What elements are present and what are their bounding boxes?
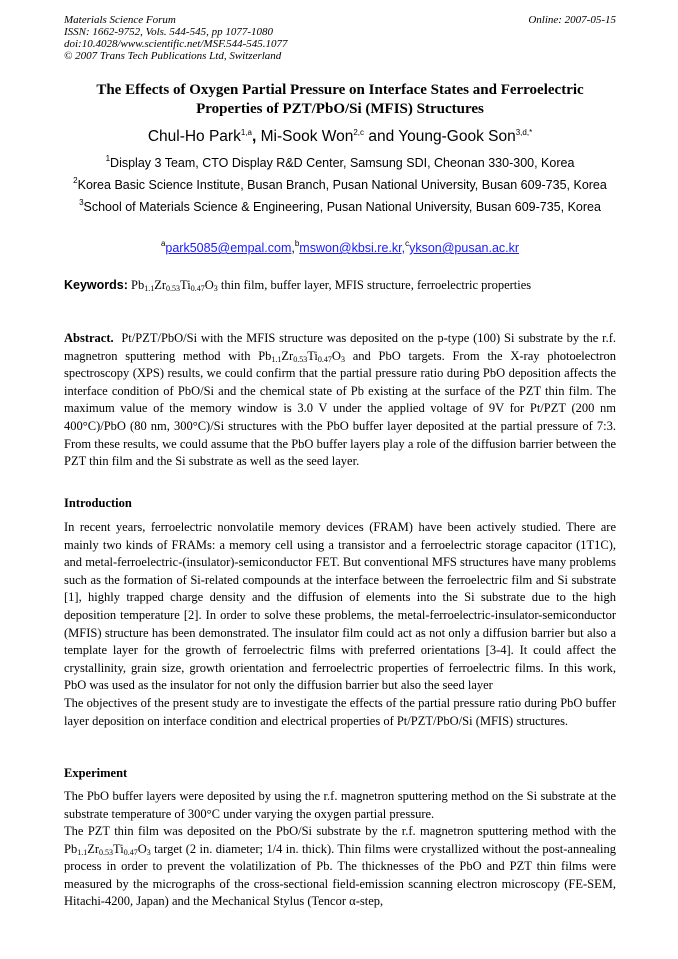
kw-pb: Pb bbox=[131, 278, 145, 292]
exp2-sub-3: 0.47 bbox=[123, 847, 138, 857]
kw-ti-sub: 0.47 bbox=[190, 284, 205, 293]
kw-zr-sub: 0.53 bbox=[166, 284, 181, 293]
kw-pb-sub: 1.1 bbox=[144, 284, 155, 293]
kw-o: O bbox=[204, 278, 214, 292]
keywords-label: Keywords: bbox=[64, 278, 128, 292]
author-1-affil: 1,a bbox=[240, 128, 252, 137]
keywords-rest: thin film, buffer layer, MFIS structure, ferroelectric properties bbox=[217, 278, 532, 292]
author-sep-2: and bbox=[364, 128, 399, 145]
affiliation-2-text: Korea Basic Science Institute, Busan Branch, Pusan National University, Busan 609-735, Korea bbox=[77, 178, 607, 192]
keywords-line bbox=[64, 278, 616, 293]
exp2-sub-1: 1.1 bbox=[77, 847, 88, 857]
kw-zr: Zr bbox=[154, 278, 167, 292]
exp2-text-5: target (2 in. diameter; 1/4 in. thick). Thin films were crystallized without the post-annealing process in order to prevent the volatilization of Pb. The thicknesses of the PbO and PZT thin films were measured by the micrographs of the cross-sectional field-emission scanning electron microscopy (FE-SEM, Hitachi-4200, Japan) and the Mechanical Stylus (Tencor α-step, bbox=[64, 841, 616, 909]
exp2-text-2: Zr bbox=[87, 841, 100, 856]
abstract-text-5: and PbO targets. From the X-ray photoelectron spectroscopy (XPS) results, we could confirm that the partial pressure ratio during PbO deposition affects the interface condition of PbO/Si and the chemical state of Pb existing at the surface of the PZT thin film. The maximum value of the memory window is 3.0 V under the applied voltage of 9V for Pt/PZT (200 nm 400°C)/PbO (80 nm, 300°C)/Si structures with the PbO buffer layer deposited at the partial pressure of 7:3. From these results, we could assume that the PbO buffer layers play a role of the diffusion barrier between the PZT thin film and the Si substrate as well as the seed layer. bbox=[64, 348, 616, 469]
affiliation-1 bbox=[64, 156, 616, 170]
email-list bbox=[64, 241, 616, 255]
abstract-sub-3: 0.47 bbox=[317, 354, 332, 364]
journal-header bbox=[64, 14, 616, 62]
title-line-2: Properties of PZT/PbO/Si (MFIS) Structures bbox=[196, 101, 484, 117]
journal-doi: doi:10.4028/www.scientific.net/MSF.544-545.1077 bbox=[64, 38, 288, 50]
author-3-name: Young-Gook Son bbox=[398, 128, 516, 145]
email-b-sup: b bbox=[294, 239, 300, 248]
experiment-paragraph-2 bbox=[64, 823, 616, 911]
affiliation-3-num: 3 bbox=[79, 198, 84, 207]
abstract-text-3: Ti bbox=[307, 348, 318, 363]
paper-title bbox=[64, 81, 616, 119]
abstract-sub-1: 1.1 bbox=[271, 354, 282, 364]
journal-issn: ISSN: 1662-9752, Vols. 544-545, pp 1077-1080 bbox=[64, 26, 273, 38]
exp2-text-4: O bbox=[137, 841, 147, 856]
email-a-sup: a bbox=[160, 239, 166, 248]
kw-o-sub: 3 bbox=[213, 284, 218, 293]
introduction-paragraph-2: The objectives of the present study are to investigate the effects of the partial pressure ratio during PbO buffer layer deposition on interface condition and electrical properties of Pt/PZT/PbO/Si (MFIS) structures. bbox=[64, 696, 616, 728]
affiliation-2-num: 2 bbox=[73, 176, 78, 185]
author-1-name: Chul-Ho Park bbox=[147, 128, 241, 145]
author-2-affil: 2,c bbox=[353, 128, 365, 137]
journal-name: Materials Science Forum bbox=[64, 14, 176, 26]
abstract-text-1: Pt/PZT/PbO/Si with the MFIS structure was deposited on the p-type (100) Si substrate by the r.f. magnetron sputtering method with Pb bbox=[64, 331, 620, 363]
introduction-heading: Introduction bbox=[64, 496, 132, 510]
exp2-sub-4: 3 bbox=[146, 847, 151, 857]
abstract-text-2: Zr bbox=[281, 348, 294, 363]
affiliation-2 bbox=[64, 178, 616, 192]
email-sep: , bbox=[291, 241, 295, 255]
email-c-sup: c bbox=[405, 239, 410, 248]
kw-ti: Ti bbox=[180, 278, 191, 292]
exp2-text-3: Ti bbox=[113, 841, 124, 856]
author-sep-1: , bbox=[251, 128, 261, 145]
email-link-c[interactable]: ykson@pusan.ac.kr bbox=[409, 241, 520, 255]
email-link-b[interactable]: mswon@kbsi.re.kr, bbox=[299, 241, 406, 255]
abstract-sub-2: 0.53 bbox=[293, 354, 308, 364]
abstract-sub-4: 3 bbox=[340, 354, 345, 364]
exp2-sub-2: 0.53 bbox=[99, 847, 114, 857]
affiliation-1-text: Display 3 Team, CTO Display R&D Center, Samsung SDI, Cheonan 330-300, Korea bbox=[110, 156, 575, 170]
title-line-1: The Effects of Oxygen Partial Pressure on Interface States and Ferroelectric bbox=[96, 82, 584, 98]
affiliation-3 bbox=[64, 200, 616, 214]
abstract-label: Abstract. bbox=[64, 331, 114, 345]
experiment-heading: Experiment bbox=[64, 766, 128, 780]
exp2-text-1: The PZT thin film was deposited on the PbO/Si substrate by the r.f. magnetron sputtering method with the Pb bbox=[64, 824, 616, 856]
online-date: Online: 2007-05-15 bbox=[528, 14, 616, 26]
journal-copyright: © 2007 Trans Tech Publications Ltd, Switzerland bbox=[64, 50, 282, 62]
author-3-affil: 3,d,* bbox=[515, 128, 533, 137]
affiliation-3-text: School of Materials Science & Engineering, Pusan National University, Busan 609-735, Korea bbox=[83, 200, 601, 214]
affiliation-1-num: 1 bbox=[105, 154, 111, 163]
introduction-paragraph-1: In recent years, ferroelectric nonvolatile memory devices (FRAM) have been actively studied. There are mainly two kinds of FRAMs: a memory cell using a transistor and a ferroelectric storage capacitor (1T1C), and metal-ferroelectric-(insulator)-semiconductor FET. But conventional MFS structures have many problems such as the formation of Si-related compounds at the interface between the ferroelectric film and Si substrate [1], highly trapped charge density and the diffusion of elements into the Si substrate due to the high deposition temperature [2]. In order to solve these problems, the metal-ferroelectric-insulator-semiconductor (MFIS) structure has been demonstrated. The insulator film could act as not only a diffusion barrier but also a template layer for the growth of ferroelectric films with preferred orientations [3-4]. It could affect the crystallinity, grain size, growth orientation and ferroelectric properties of ferroelectric films. In this work, PbO was used as the insulator for not only the diffusion barrier but also the seed layer bbox=[64, 520, 616, 693]
author-list bbox=[64, 128, 616, 146]
email-link-a[interactable]: park5085@empal.com bbox=[165, 241, 292, 255]
author-2-name: Mi-Sook Won bbox=[260, 128, 354, 145]
abstract-text-4: O bbox=[331, 348, 341, 363]
abstract bbox=[64, 330, 620, 471]
experiment-paragraph-1: The PbO buffer layers were deposited by using the r.f. magnetron sputtering method on the Si substrate at the substrate temperature of 300°C under varying the oxygen partial pressure. bbox=[64, 789, 616, 821]
